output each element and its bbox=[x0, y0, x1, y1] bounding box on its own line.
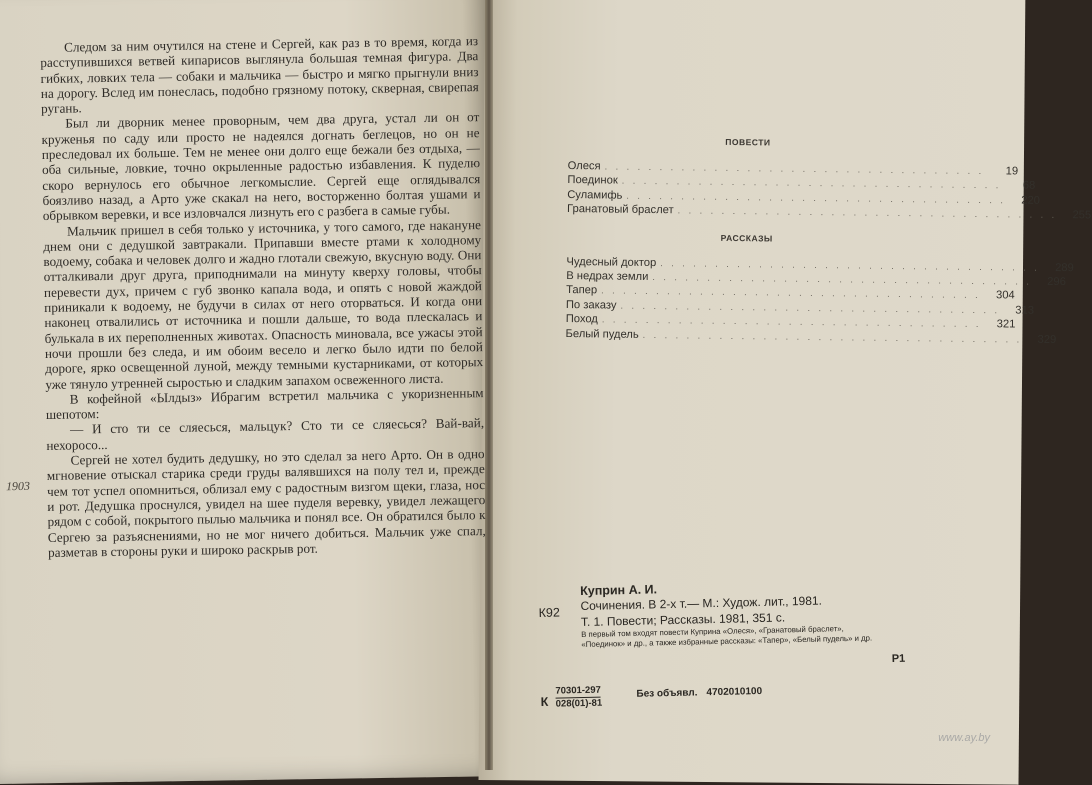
toc-povesti-list bbox=[567, 159, 1092, 222]
classification-mark: Р1 bbox=[891, 652, 906, 665]
toc-entry: По заказу . . . . . . . . . . . . . . . . . . . . . . . . . . . . . . . . . . . 313 bbox=[565, 298, 1035, 317]
index-bottom: 028(01)-81 bbox=[555, 697, 603, 710]
toc-entry: Олеся . . . . . . . . . . . . . . . . . . . . . . . . . . . . . . . . . . . 19 bbox=[567, 159, 1019, 178]
toc-entry: Суламифь . . . . . . . . . . . . . . . . . . . . . . . . . . . . . . . . . . . 220 bbox=[567, 188, 1041, 207]
toc-entry: Чудесный доктор . . . . . . . . . . . . . . . . . . . . . . . . . . . . . . . . . . . 289 bbox=[566, 255, 1074, 274]
biblio-line: Т. 1. Повести; Рассказы. 1981, 351 с. bbox=[580, 610, 786, 630]
toc-rasskazy-list bbox=[565, 255, 1074, 346]
index-letter: К bbox=[540, 694, 549, 709]
paragraph: Сергей не хотел будить дедушку, но это сделал за него Арто. Он в одно мгновение отыскал старика среди груды валявшихся на полу тел и, прежде чем тот успел опомниться, облизал ему с радостным визгом щеки, глаза, нос и рот. Дедушка проснулся, увидел на шее пуделя веревку, увидел лежащего рядом с собой, покрытого пылью мальчика и понял все. Он обратился было к Сергею за разъяснениями, но не мог ничего добиться. Мальчик уже спал, разметав в стороны руки и широко раскрыв рот. bbox=[46, 446, 486, 560]
toc-entry: Поход . . . . . . . . . . . . . . . . . . . . . . . . . . . . . . . . . . . 321 bbox=[565, 313, 1016, 331]
paragraph: Мальчик пришел в себя только у источника, у того самого, где накануне днем они с дедушкой завтракали. Припавши вместе ртами к холодному водоему, собака и человек долго и жадно глотали свежую, вкусную воду. Они отталкивали друг друга, приподнимали на минуту кверху головы, чтобы перевести дух, причем с губ звонко капала вода, и опять с новой жаждой приникали к водоему, не будучи в силах от него оторваться. И когда они наконец отвалились от источника и пошли дальше, то вода плескалась и булькала в их переполненных животах. Опасность миновала, все ужасы этой ночи прошли без следа, и им обоим весело и легко было идти по белой дороге, ярко освещенной луной, между темными кустарниками, от которых уже тянуло утренней сыростью и сладким запахом освеженного листа. bbox=[43, 216, 484, 392]
toc-heading-rasskazy: РАССКАЗЫ bbox=[720, 232, 773, 244]
bibliographic-record bbox=[538, 576, 919, 710]
book-gutter bbox=[485, 0, 493, 770]
toc-heading-povesti: ПОВЕСТИ bbox=[725, 136, 771, 148]
paragraph: — И сто ти се сляесься, мальцук? Сто ти се сляесься? Вай-вай, нехоросо... bbox=[46, 415, 485, 453]
library-code: К92 bbox=[538, 605, 560, 620]
toc-entry: Гранатовый браслет . . . . . . . . . . . . . . . . . . . . . . . . . . . . . . . . . . . 255 bbox=[567, 203, 1092, 222]
right-page bbox=[479, 0, 1092, 785]
toc-entry: Поединок . . . . . . . . . . . . . . . . . . . . . . . . . . . . . . . . . . . 68 bbox=[567, 174, 1036, 193]
price-note: Без объявл. bbox=[636, 687, 698, 700]
annotation-note: В первый том входят повести Куприна «Олеся», «Гранатовый браслет», «Поединок» и др., а также избранные рассказы: «Тапер», «Белый пудель» и др. bbox=[581, 624, 873, 650]
index-fraction bbox=[555, 685, 602, 711]
watermark: www.ay.by bbox=[938, 732, 990, 744]
toc-entry: Белый пудель . . . . . . . . . . . . . . . . . . . . . . . . . . . . . . . . . . . 329 bbox=[565, 327, 1057, 346]
year-signature: 1903 bbox=[5, 478, 31, 494]
biblio-line: Сочинения. В 2-х т.— М.: Худож. лит., 1981. bbox=[580, 593, 823, 614]
toc-entry: В недрах земли . . . . . . . . . . . . . . . . . . . . . . . . . . . . . . . . . . . 296 bbox=[566, 270, 1066, 289]
index-top: 70301-297 bbox=[555, 684, 601, 697]
paragraph: Следом за ним очутился на стене и Сергей, как раз в то время, когда из расступившихся ветвей кипарисов выглянула большая темная фигура. Два гибких, ловких тела — собаки и мальчика — быстро и мягко прыгнули вниз на дорогу. Вслед им понеслась, подобно грязному потоку, скверная, свирепая ругань. bbox=[40, 33, 479, 117]
paragraph: Был ли дворник менее проворным, чем два друга, устал ли он от круженья по саду или просто не надеялся догнать беглецов, но он не преследовал их больше. Тем не менее они долго еще бежали без отдыха, — оба сильные, ловкие, точно окрыленные радостью избавления. К пуделю скоро вернулось его обычное легкомыслие. Сергей еще оглядывался боязливо назад, а Арто уже скакал на него, восторженно болтая ушами и обрывком веревки, и все изловчался лизнуть его с разбега в самые губы. bbox=[41, 109, 481, 224]
toc-entry: Тапер . . . . . . . . . . . . . . . . . . . . . . . . . . . . . . . . . . . 304 bbox=[566, 284, 1015, 302]
table-of-contents bbox=[565, 135, 1092, 359]
paragraph: В кофейной «Ылдыз» Ибрагим встретил мальчика с укоризненным шепотом: bbox=[45, 384, 484, 423]
story-text bbox=[40, 33, 486, 560]
isbn-number: 4702010100 bbox=[706, 685, 763, 699]
author-name: Куприн А. И. bbox=[579, 582, 658, 599]
